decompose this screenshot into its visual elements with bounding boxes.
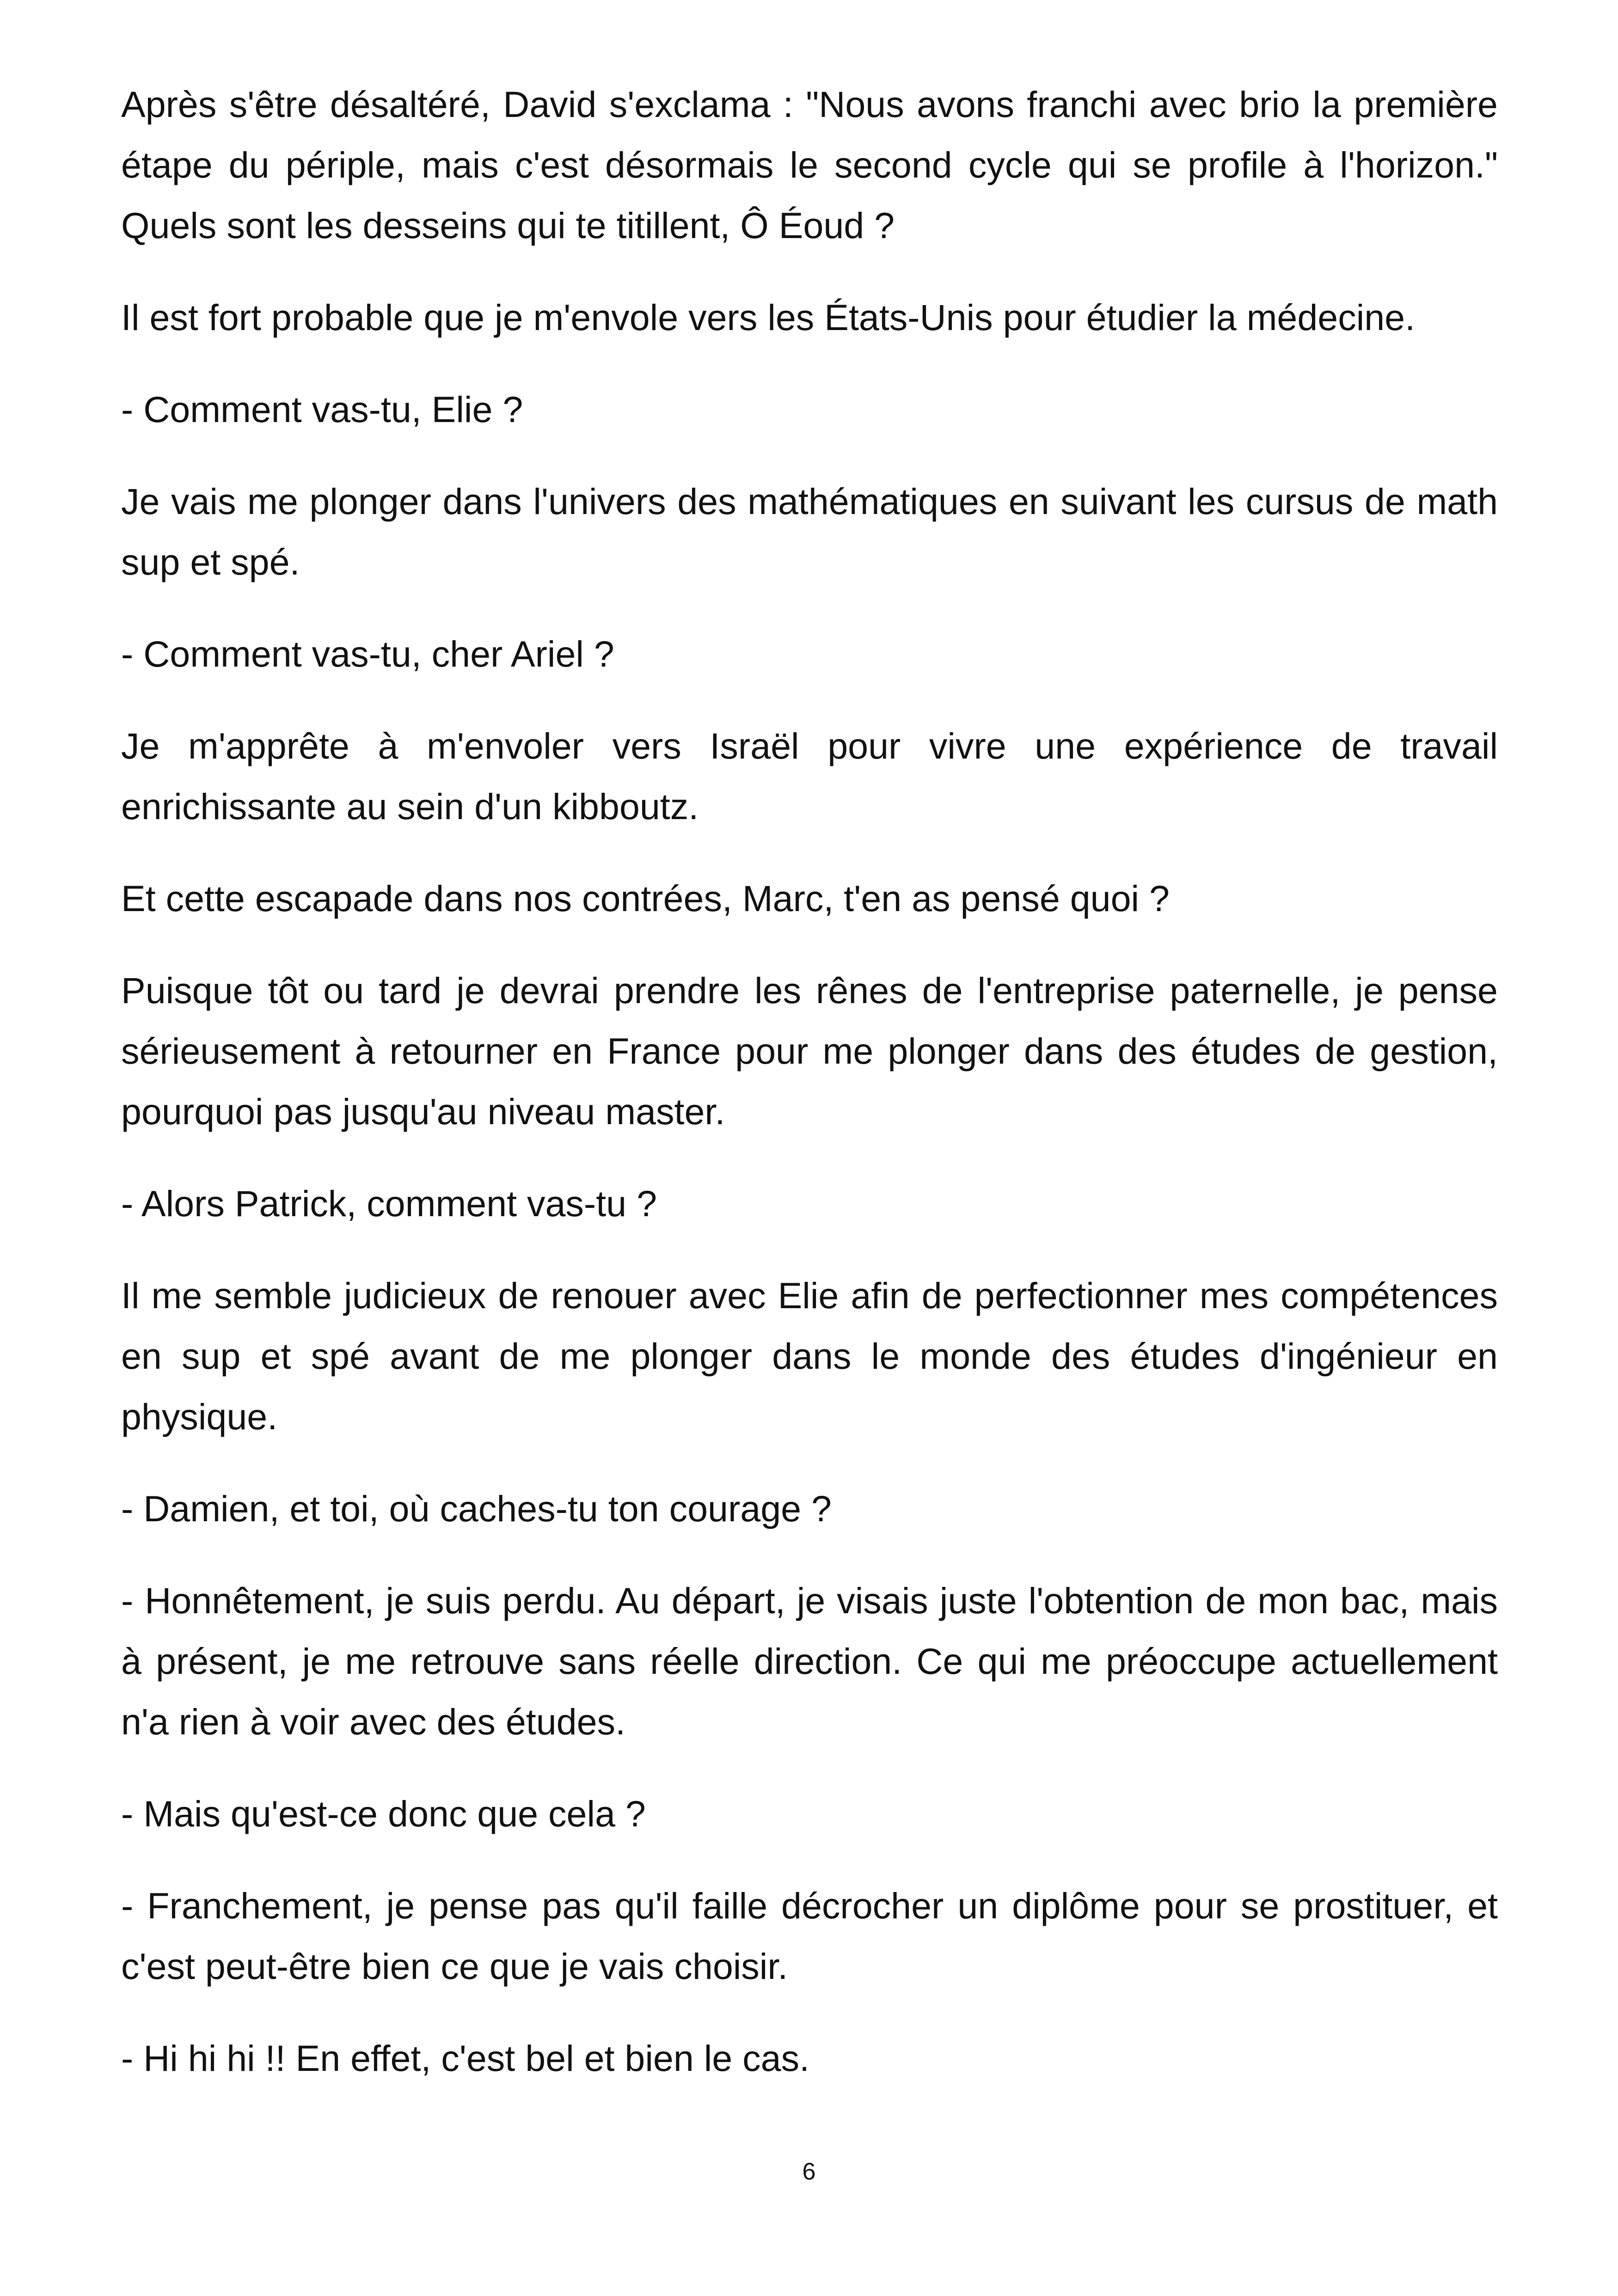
paragraph-6: Je m'apprête à m'envoler vers Israël pour vivre une expérience de travail enrichissante au sein d'un kibboutz. — [121, 725, 1498, 827]
paragraph-13: - Mais qu'est-ce donc que cela ? — [121, 1793, 646, 1834]
paragraph-11: - Damien, et toi, où caches-tu ton courage ? — [121, 1488, 832, 1529]
paragraph-9: - Alors Patrick, comment vas-tu ? — [121, 1183, 657, 1224]
body-text — [121, 74, 1498, 2120]
paragraph-8: Puisque tôt ou tard je devrai prendre les rênes de l'entreprise paternelle, je pense sérieusement à retourner en France pour me plonger dans des études de gestion, pourquoi pas jusqu'au niveau master. — [121, 970, 1498, 1132]
paragraph-7: Et cette escapade dans nos contrées, Marc, t'en as pensé quoi ? — [121, 878, 1170, 919]
paragraph-4: Je vais me plonger dans l'univers des mathématiques en suivant les cursus de math sup et spé. — [121, 481, 1498, 582]
paragraph-3: - Comment vas-tu, Elie ? — [121, 389, 523, 430]
paragraph-1: Après s'être désaltéré, David s'exclama : "Nous avons franchi avec brio la première étape du périple, mais c'est désormais le second cycle qui se profile à l'horizon." Quels sont les desseins qui te titillent, Ô Éoud ? — [121, 84, 1498, 246]
paragraph-15: - Hi hi hi !! En effet, c'est bel et bien le cas. — [121, 2038, 810, 2079]
paragraph-14: - Franchement, je pense pas qu'il faille décrocher un diplôme pour se prostituer, et c'est peut-être bien ce que je vais choisir. — [121, 1885, 1498, 1987]
paragraph-12: - Honnêtement, je suis perdu. Au départ, je visais juste l'obtention de mon bac, mais à présent, je me retrouve sans réelle direction. Ce qui me préoccupe actuellement n'a rien à voir avec des études. — [121, 1580, 1498, 1742]
page-number: 6 — [802, 2158, 816, 2185]
paragraph-5: - Comment vas-tu, cher Ariel ? — [121, 633, 614, 674]
paragraph-10: Il me semble judicieux de renouer avec Elie afin de perfectionner mes compétences en sup et spé avant de me plonger dans le monde des études d'ingénieur en physique. — [121, 1275, 1498, 1437]
paragraph-2: Il est fort probable que je m'envole vers les États-Unis pour étudier la médecine. — [121, 297, 1416, 338]
